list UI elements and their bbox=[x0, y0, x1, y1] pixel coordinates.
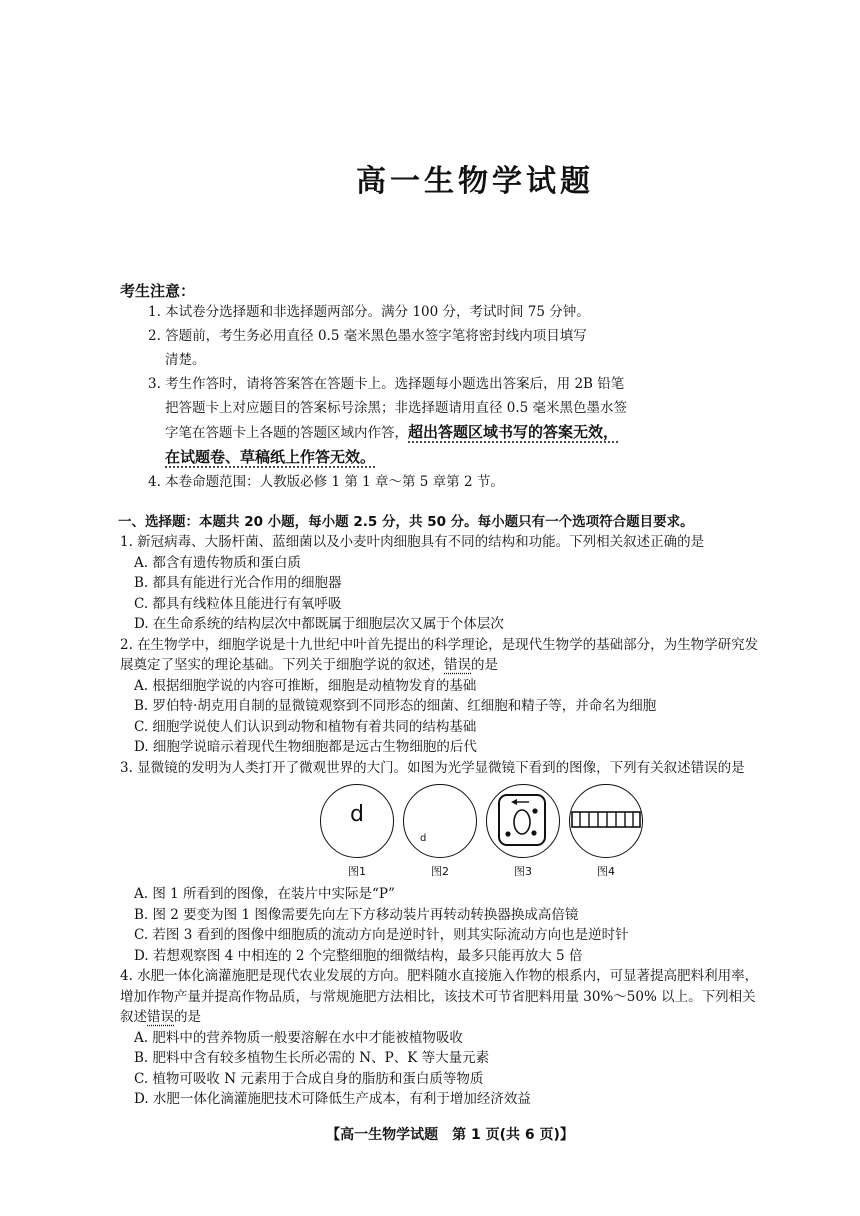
question-1-option-a: A. 都含有遗传物质和蛋白质 bbox=[134, 554, 301, 571]
figure-2-caption: 图2 bbox=[431, 865, 449, 878]
figure-1-caption: 图1 bbox=[348, 865, 366, 878]
figure-2-letter: d bbox=[420, 833, 427, 844]
question-4-stem-b: 的是 bbox=[174, 1009, 201, 1025]
microscope-figure bbox=[320, 784, 640, 880]
notice-heading: 考生注意： bbox=[120, 282, 196, 300]
question-4-stem-a: 4. 水肥一体化滴灌施肥是现代农业发展的方向。肥料随水直接施入作物的根系内，可显著提高肥料利用率，增加作物产量并提高作物品质，与常规施肥方法相比，该技术可节省肥料用量 30%～50% 以上。下列相关叙述 bbox=[120, 968, 759, 1025]
figure-1-field bbox=[320, 784, 394, 858]
question-1-stem: 1. 新冠病毒、大肠杆菌、蓝细菌以及小麦叶肉细胞具有不同的结构和功能。下列相关叙述正确的是 bbox=[120, 534, 705, 550]
notice-item-3-cont-a: 把答题卡上对应题目的答案标号涂黑；非选择题请用直径 0.5 毫米黑色墨水签 bbox=[165, 400, 628, 416]
notice-item-3-cont-c bbox=[148, 445, 708, 470]
questions bbox=[120, 532, 760, 1110]
notice-item-4: 4. 本卷命题范围：人教版必修 1 第 1 章～第 5 章第 2 节。 bbox=[148, 474, 504, 490]
question-1-option-b: B. 都具有能进行光合作用的细胞器 bbox=[134, 575, 342, 591]
page-footer: 【高一生物学试题 第 1 页(共 6 页)】 bbox=[326, 1127, 574, 1143]
notice-block bbox=[148, 300, 708, 494]
question-2-option-a: A. 根据细胞学说的内容可推断，细胞是动植物发育的基础 bbox=[134, 677, 477, 694]
cell-diagram-icon bbox=[487, 785, 559, 857]
notice-emphasis-2: 在试题卷、草稿纸上作答无效。 bbox=[165, 448, 376, 466]
figure-4-caption: 图4 bbox=[597, 865, 615, 878]
question-2-stem bbox=[120, 635, 760, 676]
figure-1-letter: d bbox=[350, 802, 364, 827]
section-heading: 一、选择题：本题共 20 小题，每小题 2.5 分，共 50 分。每小题只有一个选项符合题目要求。 bbox=[118, 514, 694, 530]
question-3-stem: 3. 显微镜的发明为人类打开了微观世界的大门。如图为光学显微镜下看到的图像，下列有关叙述错误的是 bbox=[120, 759, 745, 776]
question-4-emphasis: 错误 bbox=[147, 1009, 174, 1025]
question-3-option-b: B. 图 2 要变为图 1 图像需要先向左下方移动装片再转动转换器换成高倍镜 bbox=[134, 906, 579, 923]
cell-row-icon bbox=[570, 785, 642, 857]
notice-item-2-cont: 清楚。 bbox=[165, 352, 206, 368]
question-2-option-c: C. 细胞学说使人们认识到动物和植物有着共同的结构基础 bbox=[134, 718, 477, 735]
notice-item-3-text: 字笔在答题卡上各题的答题区域内作答， bbox=[165, 425, 408, 441]
question-2-stem-b: 的是 bbox=[471, 657, 498, 673]
question-3-option-d: D. 若想观察图 4 中相连的 2 个完整细胞的细微结构，最多只能再放大 5 倍 bbox=[134, 947, 583, 964]
page-title: 高一生物学试题 bbox=[356, 164, 594, 199]
question-4-option-a: A. 肥料中的营养物质一般要溶解在水中才能被植物吸收 bbox=[134, 1029, 463, 1046]
figure-4-field bbox=[569, 784, 643, 858]
notice-item-3-cont-b bbox=[148, 420, 708, 445]
notice-item-1: 1. 本试卷分选择题和非选择题两部分。满分 100 分，考试时间 75 分钟。 bbox=[148, 304, 590, 320]
question-1-option-d: D. 在生命系统的结构层次中都既属于细胞层次又属于个体层次 bbox=[134, 616, 504, 632]
figure-3-field bbox=[486, 784, 560, 858]
notice-item-2: 2. 答题前，考生务必用直径 0.5 毫米黑色墨水签字笔将密封线内项目填写 bbox=[148, 328, 587, 344]
question-2-option-b: B. 罗伯特·胡克用自制的显微镜观察到不同形态的细菌、红细胞和精子等，并命名为细胞 bbox=[134, 698, 657, 714]
question-4-stem bbox=[120, 966, 760, 1028]
question-2-stem-a: 2. 在生物学中，细胞学说是十九世纪中叶首先提出的科学理论，是现代生物学的基础部分，为生物学研究发展奠定了坚实的理论基础。下列关于细胞学说的叙述， bbox=[120, 636, 759, 673]
question-2-emphasis: 错误 bbox=[444, 657, 471, 673]
question-4-option-c: C. 植物可吸收 N 元素用于合成自身的脂肪和蛋白质等物质 bbox=[134, 1070, 484, 1087]
question-4-option-b: B. 肥料中含有较多植物生长所必需的 N、P、K 等大量元素 bbox=[134, 1050, 490, 1066]
question-3-option-a: A. 图 1 所看到的图像，在装片中实际是“P” bbox=[134, 886, 395, 902]
question-2-option-d: D. 细胞学说暗示着现代生物细胞都是远古生物细胞的后代 bbox=[134, 739, 477, 755]
question-3-option-c: C. 若图 3 看到的图像中细胞质的流动方向是逆时针，则其实际流动方向也是逆时针 bbox=[134, 927, 629, 943]
notice-item-3: 3. 考生作答时，请将答案答在答题卡上。选择题每小题选出答案后，用 2B 铅笔 bbox=[148, 376, 625, 392]
figure-3-caption: 图3 bbox=[514, 865, 532, 878]
figure-2-field bbox=[403, 784, 477, 858]
notice-emphasis-1: 超出答题区域书写的答案无效， bbox=[408, 423, 619, 441]
question-4-option-d: D. 水肥一体化滴灌施肥技术可降低生产成本，有利于增加经济效益 bbox=[134, 1091, 531, 1107]
question-1-option-c: C. 都具有线粒体且能进行有氧呼吸 bbox=[134, 595, 342, 612]
